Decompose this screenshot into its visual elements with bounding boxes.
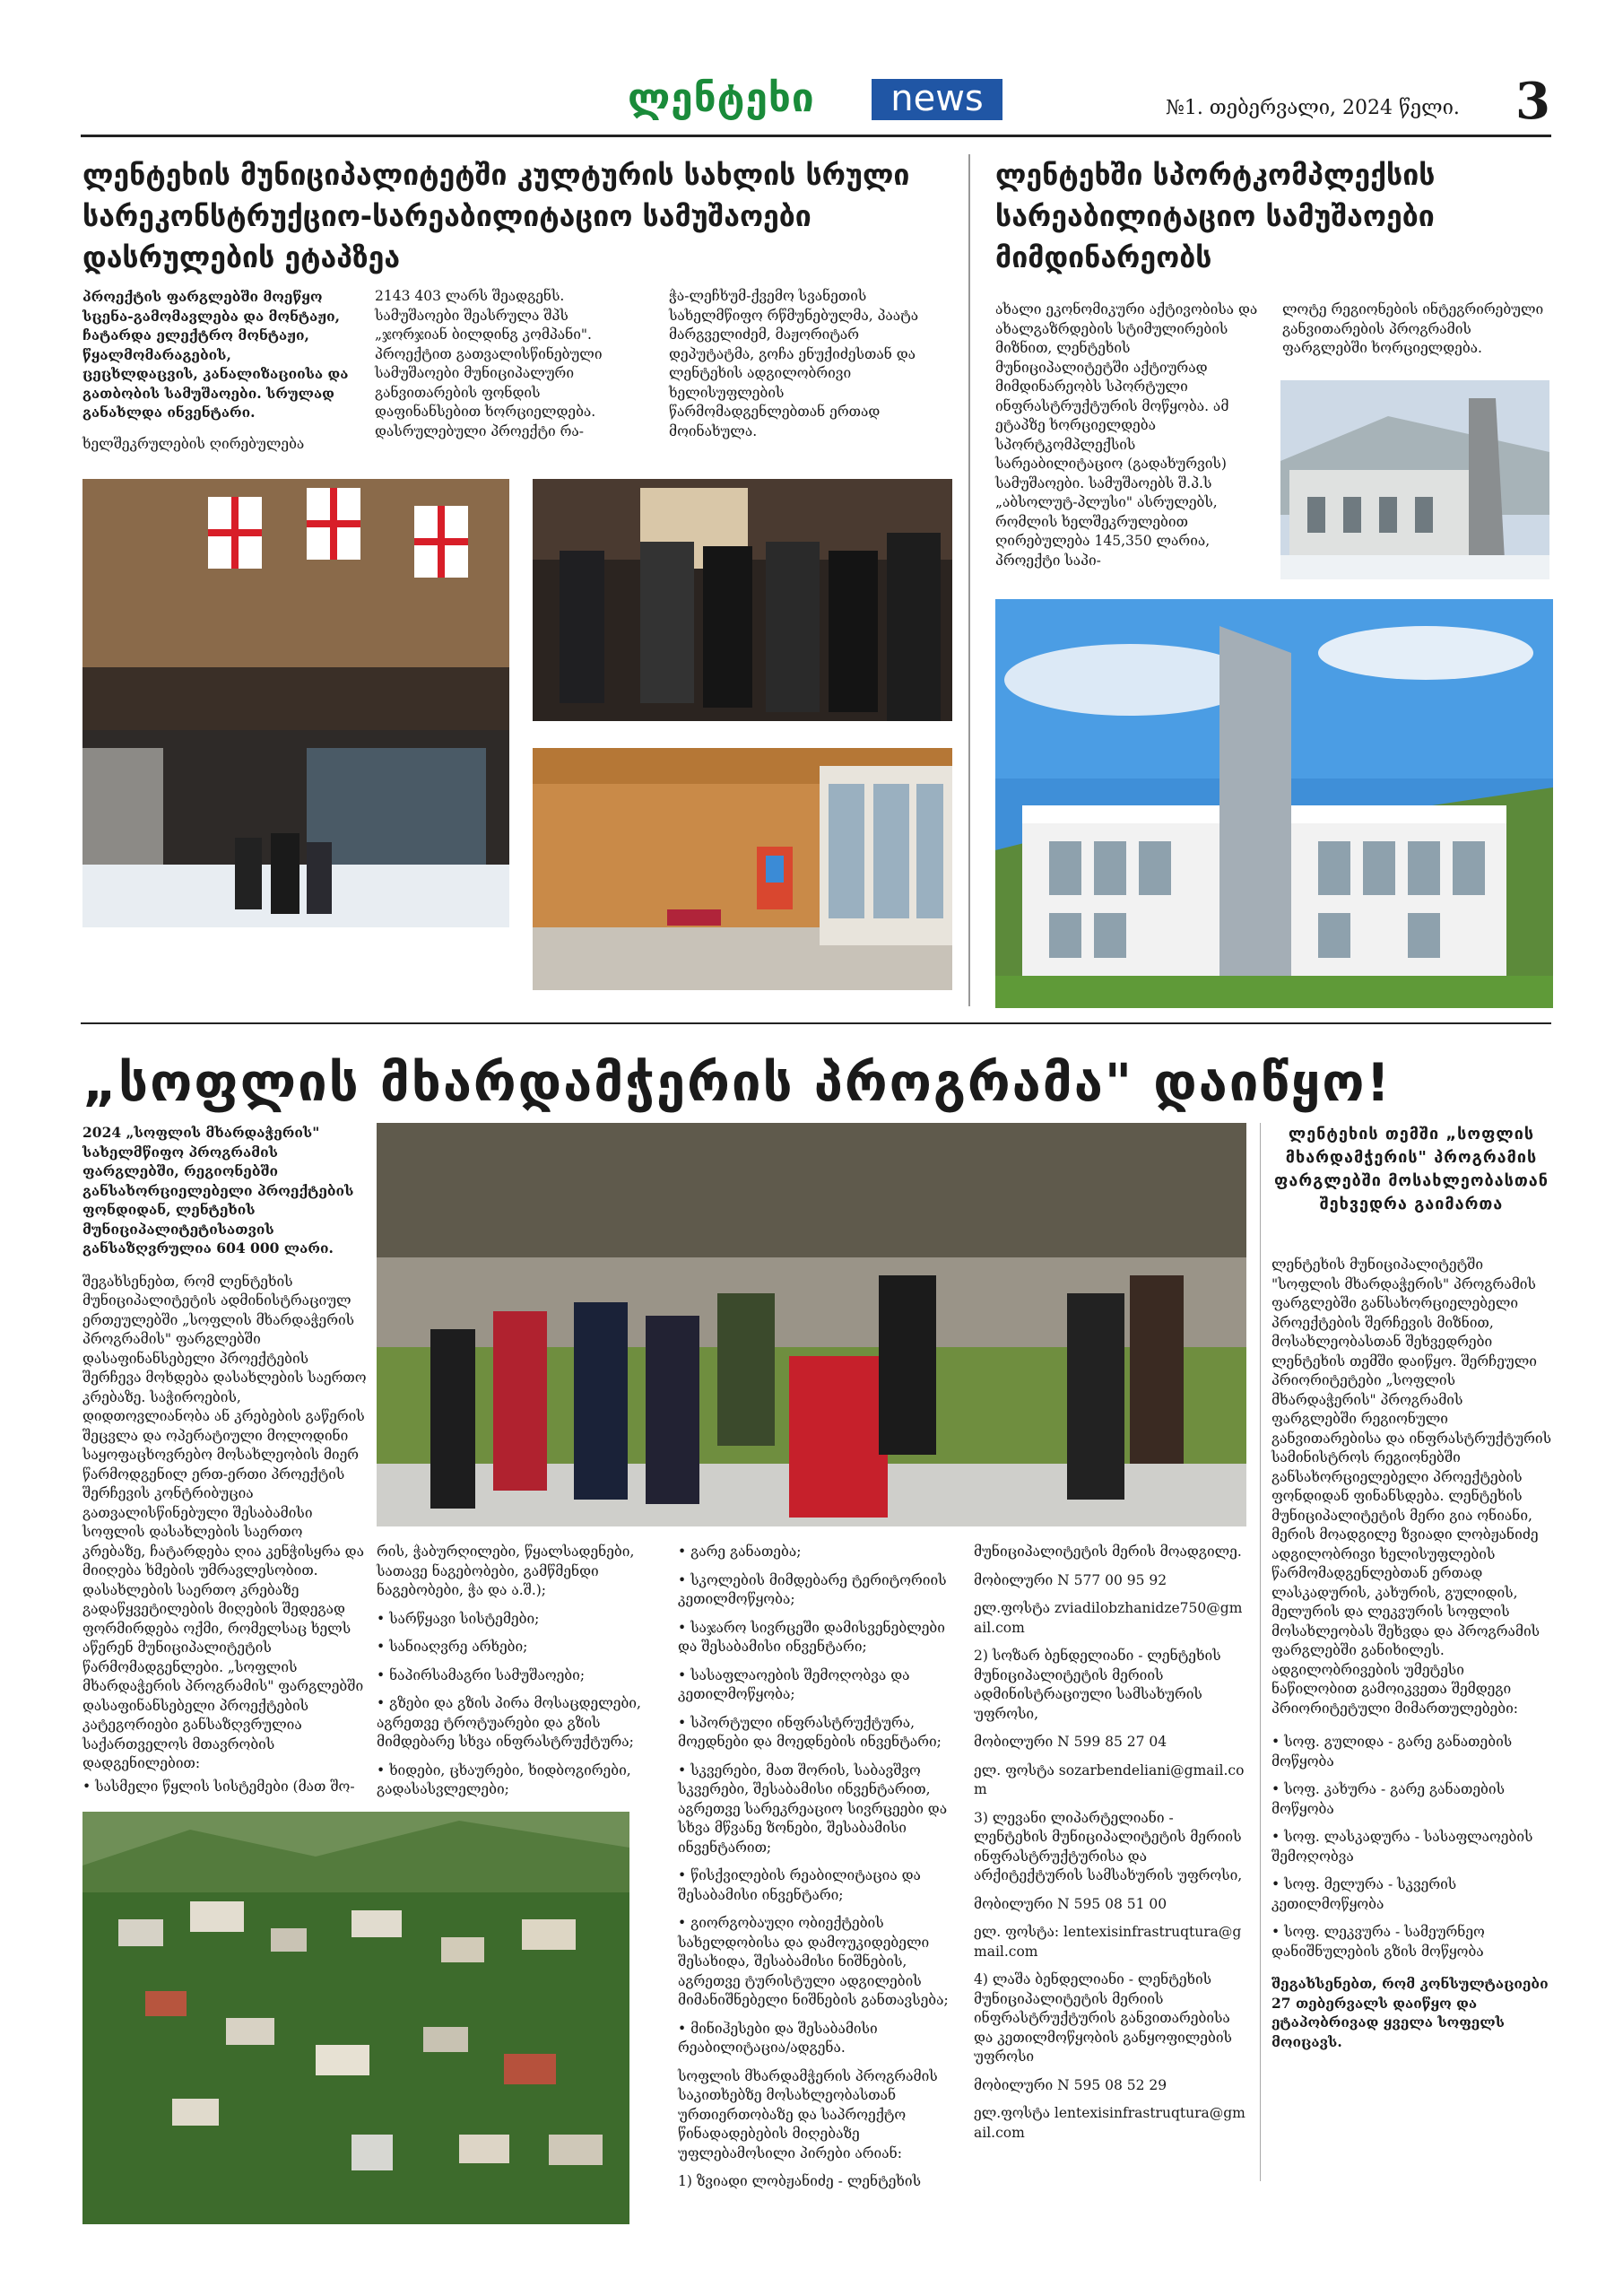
article3-col2-bullet-5: • ხიდები, ცხაურები, ხიდბოგირები, გადასასვლელები; [377, 1761, 631, 1797]
article3-col3-bullet-5: • სპორტული ინფრასტრუქტურა, მოედნები და მოედნების ინვენტარი; [678, 1714, 942, 1750]
article3-col1-body: შეგახსენებთ, რომ ლენტეხის მუნიციპალიტეტის ადმინისტრაციულ ერთეულებში „სოფლის მხარდაჭერის პროგრამის" ფარგლებში დასაფინანსებელი პროექტების შერჩევა მოხდება დასახლების საერთო კრებაზე. საჭიროების, დიდთოვლიანობა ან კრებების გაწერის შეცვლა და ოპერატიული მოლოდინი საყოფაცხოვრებო მოსახლეობის მიერ წარმოდგენილ ერთ-ერთი პროექტის შერჩევის კონტრიბუცია გათვალისწინებული შესაბამისი სოფლის დასახლების საერთო კრებაზე, ჩატარდება ღია კენჭისყრა და მიიღება ხმების უმრავლესობით. დასახლების საერთო კრებაზე გადაწყვეტილების მიღების შედეგად ფორმირდება ოქმი, რომელსაც ხელს აწერენ მუნიციპალიტეტის წარმომადგენლები. „სოფლის მხარდაჭერის პროგრამის" ფარგლებში დასაფინანსებელი პროექტების კატეგორიები განსაზღვრულია საქართველოს მთავრობის დადგენილებით: [82, 1273, 367, 1771]
bullet-text: მინიჰესები და შესაბამისი რეაბილიტაცია/ადგენა. [678, 2020, 878, 2056]
photo-village-aerial [82, 1812, 629, 2224]
sidebar-bullet-1: • სოფ. გულიდა - გარე განათების მოწყობა [1271, 1734, 1513, 1770]
article3-col3-bullet-7: • წისქვილების რეაბილიტაცია და შესაბამისი ინვენტარი; [678, 1867, 921, 1903]
photo-officials-inside [533, 479, 952, 721]
photo-hall-interior [533, 748, 952, 990]
bullet-text: სასმელი წყლის სისტემები (მათ შო- [95, 1778, 355, 1795]
bullet-text: ხიდები, ცხაურები, ხიდბოგირები, გადასასვლელები; [377, 1761, 631, 1797]
article3-col2-bullet-4: • გზები და გზის პირა მოსაცდელები, აგრეთვე ტროტუარები და გზის მიმდებარე სხვა ინფრასტრუქტურა; [377, 1695, 641, 1750]
contact4-email[interactable]: ელ.ფოსტა lentexisinfrastruqtura@gmail.com [974, 2105, 1245, 2141]
sidebar-title: ლენტეხის თემში „სოფლის მხარდამჭერის" პროგრამის ფარგლებში მოსახლეობასთან შეხვედრა გაიმართა [1274, 1125, 1549, 1213]
contact2-email[interactable]: ელ. ფოსტა sozarbendeliani@gmail.com [974, 1761, 1245, 1797]
article1-col3: ჭა-ლეჩხუმ-ქვემო სვანეთის სახელმწიფო რწმუნებულმა, პაატა მარგველიძემ, მაჟორიტარ დეპუტატმა, გოჩა ენუქიძესთან და ლენტეხის ადგილობრივი ხელისუფლების წარმომადგენლებთან ერთად მოინახულა. [669, 288, 919, 439]
photo-sport-complex-current [1280, 380, 1549, 579]
bullet-text: სანიაღვრე არხები; [389, 1639, 528, 1655]
logo-news: news [872, 79, 1002, 120]
bullet-text: გზები და გზის პირა მოსაცდელები, აგრეთვე ტროტუარები და გზის მიმდებარე სხვა ინფრასტრუქტურა; [377, 1695, 641, 1750]
photo-culture-house-exterior [82, 479, 509, 927]
contact3-email[interactable]: ელ. ფოსტა: lentexisinfrastruqtura@gmail.com [974, 1924, 1242, 1960]
sidebar-closing: შეგახსენებთ, რომ კონსულტაციები 27 თებერვალს დაიწყო და ეტაპობრივად ყველა სოფელს მოიცავს. [1271, 1975, 1549, 2050]
article3-col3-contact1: 1) ზვიადი ლობჟანიძე - ლენტეხის [678, 2173, 921, 2189]
photo-village-meeting [377, 1123, 1246, 1526]
masthead [628, 72, 1004, 127]
bullet-text: სოფ. ლეკვურა - სამეურნეო დანიშნულების გზის მოწყობა [1271, 1924, 1485, 1960]
contact1-phone: მობილური N 577 00 95 92 [974, 1571, 1167, 1588]
contact1-email[interactable]: ელ.ფოსტა zviadilobzhanidze750@gmail.com [974, 1600, 1243, 1636]
article2-col2: ლოტე რეგიონების ინტეგრირებული განვითარების პროგრამის ფარგლებში ხორციელდება. [1282, 301, 1544, 356]
contact4-phone: მობილური N 595 08 52 29 [974, 2076, 1167, 2093]
sidebar-body: ლენტეხის მუნიციპალიტეტში "სოფლის მხარდაჭერის" პროგრამის ფარგლებში განსახორციელებელი პროექტების შერჩევის მიზნით, მოსახლეობასთან შეხვედრები ლენტეხის თემში დაიწყო. შერჩეული პრიორიტეტები „სოფლის მხარდაჭერის" პროგრამის ფარგლებში რეგიონული განვითარებისა და ინფრასტრუქტურის სამინისტროს რეგიონებში განსახორციელებელი პროექტების ფონდიდან ფინანსდება. ლენტეხის მუნიციპალიტეტის მერი გია ონიანი, მერის მოადგილე ზვიადი ლობჟანიძე ადგილობრივი ხელისუფლების წარმომადგენლებთან ერთად ლასკადურის, კახურის, გულიდის, მელურის და ლეკვურის სოფლის მოსახლეობას შეხვდა და პროგრამის ფარგლებში განიხილეს. ადგილობრივების უმეტესი ნაწილობით გამოიკვეთა შემდეგი პრიორიტეტული მიმართულებები: [1271, 1257, 1551, 1717]
article3-col3-outro: სოფლის მხარდამჭერის პროგრამის საკითხებზე მოსახლეობასთან ურთიერთობაზე და საპროექტო წინადადებების მიღებაზე უფლებამოსილი პირები არიან: [678, 2067, 938, 2161]
article3-col2-bullet-2: • სანიაღვრე არხები; [377, 1639, 528, 1655]
photo-sport-complex-rendering [995, 599, 1553, 1008]
article3-col3-bullet-6: • სკვერები, მათ შორის, საბავშვო სკვერები, შესაბამისი ინვენტარით, აგრეთვე სარეკრეაციო სივრცეები და სხვა მწვანე ზონები, შესაბამისი ინვენტარით; [678, 1761, 948, 1856]
bullet-text: გიორგობაუღი ობიექტების სახელდობისა და დამოუკიდებელი შესახიდა, შესაბამისი ნიშნების, აგრეთვე ტურისტული ადგილების მიმანიშნებელი ნიშნების განთავსება; [678, 1915, 949, 2008]
sidebar-bullet-3: • სოფ. ლასკადურა - სასაფლაოების შემოღობვა [1271, 1829, 1533, 1865]
article3-col3-bullet-1: • გარე განათება; [678, 1544, 802, 1560]
contact1-label: მუნიციპალიტეტის მერის მოადგილე. [974, 1544, 1242, 1560]
section-rule [81, 1022, 1551, 1024]
article1-col2: 2143 403 ლარს შეადგენს. სამუშაოები შეასრულა შპს „ჯორჯიან ბილდინგ კომპანი". პროექტით გათვალისწინებული სამუშაოები მუნიციპალური განვითარების ფონდის დაფინანსებით ხორციელდება. დასრულებული პროექტი რა- [375, 288, 603, 439]
bullet-text: წისქვილების რეაბილიტაცია და შესაბამისი ინვენტარი; [678, 1867, 921, 1903]
article3-col2-intro: რის, ჭაბურღილები, წყალსადენები, სათავე ნაგებობები, გამწმენდი ნაგებობები, ჭა და ა.შ.); [377, 1544, 635, 1598]
article2-col1: ახალი ეკონომიკური აქტივობისა და ახალგაზრდების სტიმულირების მიზნით, ლენტეხის მუნიციპალიტეტში აქტიურად მიმდინარეობს სპორტული ინფრასტრუქტურის მოწყობა. ამ ეტაპზე ხორციელდება სპორტკომპლექსის სარეაბილიტაციო (გადახურვის) სამუშაოები. სამუშაოებს შ.პ.ს „აბსოლუტ-პლუსი" ასრულებს, რომლის ხელშეკრულებით ღირებულება 145,350 ლარია, პროექტი საპი- [995, 301, 1258, 569]
bullet-text: სოფ. კახურა - გარე განათების მოწყობა [1271, 1781, 1505, 1817]
contact2-phone: მობილური N 599 85 27 04 [974, 1734, 1167, 1750]
article1-col1-tail: ხელშეკრულების ღირებულება [82, 435, 305, 452]
article3-col3-bullet-8: • გიორგობაუღი ობიექტების სახელდობისა და დამოუკიდებელი შესახიდა, შესაბამისი ნიშნების, აგრეთვე ტურისტული ადგილების მიმანიშნებელი ნიშნების განთავსება; [678, 1915, 949, 2008]
contact2-label: 2) სოზარ ბენდელიანი - ლენტეხის მუნიციპალიტეტის მერიის ადმინისტრაციული სამსახურის უფროსი, [974, 1648, 1221, 1722]
article-divider [968, 154, 970, 1006]
issue-date: №1. თებერვალი, 2024 წელი. [1166, 97, 1460, 119]
contact3-phone: მობილური N 595 08 51 00 [974, 1895, 1167, 1912]
bullet-text: სპორტული ინფრასტრუქტურა, მოედნები და მოედნების ინვენტარი; [678, 1714, 942, 1750]
bullet-text: სასაფლაოების შემოღობვა და კეთილმოწყობა; [678, 1666, 910, 1702]
article2-title: ლენტეხში სპორტკომპლექსის სარეაბილიტაციო სამუშაოები მიმდინარეობს [995, 158, 1436, 274]
bullet-text: სოფ. მელურა - სკვერის კეთილმოწყობა [1271, 1876, 1457, 1912]
bullet-text: სკოლების მიმდებარე ტერიტორიის კეთილმოწყობა; [678, 1571, 947, 1607]
article3-col1-bullet: • სასმელი წყლის სისტემები (მათ შო- [82, 1778, 355, 1795]
sidebar-bullet-2: • სოფ. კახურა - გარე განათების მოწყობა [1271, 1781, 1505, 1817]
article3-col3-bullet-3: • საჯარო სივრცეში დამისვენებლები და შესაბამისი ინვენტარი; [678, 1619, 945, 1655]
article3-col3-bullet-9: • მინიჰესები და შესაბამისი რეაბილიტაცია/ადგენა. [678, 2020, 878, 2056]
sidebar-bullet-5: • სოფ. ლეკვურა - სამეურნეო დანიშნულების გზის მოწყობა [1271, 1924, 1485, 1960]
logo-script: ლენტეხი [628, 75, 815, 121]
sidebar-rule [1260, 1123, 1261, 2181]
bullet-text: ნაპირსამაგრი სამუშაოები; [389, 1666, 586, 1683]
article3-col2-bullet-3: • ნაპირსამაგრი სამუშაოები; [377, 1666, 586, 1683]
page-number: 3 [1515, 72, 1550, 131]
article3-col2-bullet-1: • სარწყავი სისტემები; [377, 1610, 540, 1627]
contact4-label: 4) ლაშა ბენდელიანი - ლენტეხის მუნიციპალიტეტის მერიის ინფრასტრუქტურის განვითარებისა და კეთილმოწყობის განყოფილების უფროსი [974, 1971, 1232, 2065]
bullet-text: გარე განათება; [690, 1544, 802, 1560]
bullet-text: სარწყავი სისტემები; [389, 1610, 540, 1627]
bullet-text: სოფ. გულიდა - გარე განათების მოწყობა [1271, 1734, 1513, 1770]
article3-col3-bullet-2: • სკოლების მიმდებარე ტერიტორიის კეთილმოწყობა; [678, 1571, 947, 1607]
header-rule [81, 135, 1551, 137]
bullet-text: სკვერები, მათ შორის, საბავშვო სკვერები, შესაბამისი ინვენტარით, აგრეთვე სარეკრეაციო სივრცეები და სხვა მწვანე ზონები, შესაბამისი ინვენტარით; [678, 1761, 948, 1856]
article3-col3-bullet-4: • სასაფლაოების შემოღობვა და კეთილმოწყობა; [678, 1666, 910, 1702]
article3-title: „სოფლის მხარდამჭერის პროგრამა" დაიწყო! [82, 1052, 1392, 1113]
sidebar-bullet-4: • სოფ. მელურა - სკვერის კეთილმოწყობა [1271, 1876, 1457, 1912]
article3-lead: 2024 „სოფლის მხარდაჭერის" სახელმწიფო პროგრამის ფარგლებში, რეგიონებში განსახორციელებელი პროექტების ფონდიდან, ლენტეხის მუნიციპალიტეტისათვის განსაზღვრულია 604 000 ლარი. [82, 1124, 354, 1257]
contact3-label: 3) ლევანი ლიპარტელიანი - ლენტეხის მუნიციპალიტეტის მერიის ინფრასტრუქტურისა და არქიტექტურის სამსახურის უფროსი, [974, 1809, 1243, 1883]
article1-title: ლენტეხის მუნიციპალიტეტში კულტურის სახლის სრული სარეკონსტრუქციო-სარეაბილიტაციო სამუშაოები დასრულების ეტაპზეა [82, 158, 910, 274]
bullet-text: საჯარო სივრცეში დამისვენებლები და შესაბამისი ინვენტარი; [678, 1619, 945, 1655]
article1-lead: პროექტის ფარგლებში მოეწყო სცენა-გამომავლება და მონტაჟი, ჩატარდა ელექტრო მონტაჟი, წყალმომარაგების, ცეცხლდაცვის, კანალიზაციისა და გათბობის სამუშაოები. სრულად განახლდა ინვენტარი. [82, 288, 349, 421]
bullet-text: სოფ. ლასკადურა - სასაფლაოების შემოღობვა [1271, 1829, 1533, 1865]
